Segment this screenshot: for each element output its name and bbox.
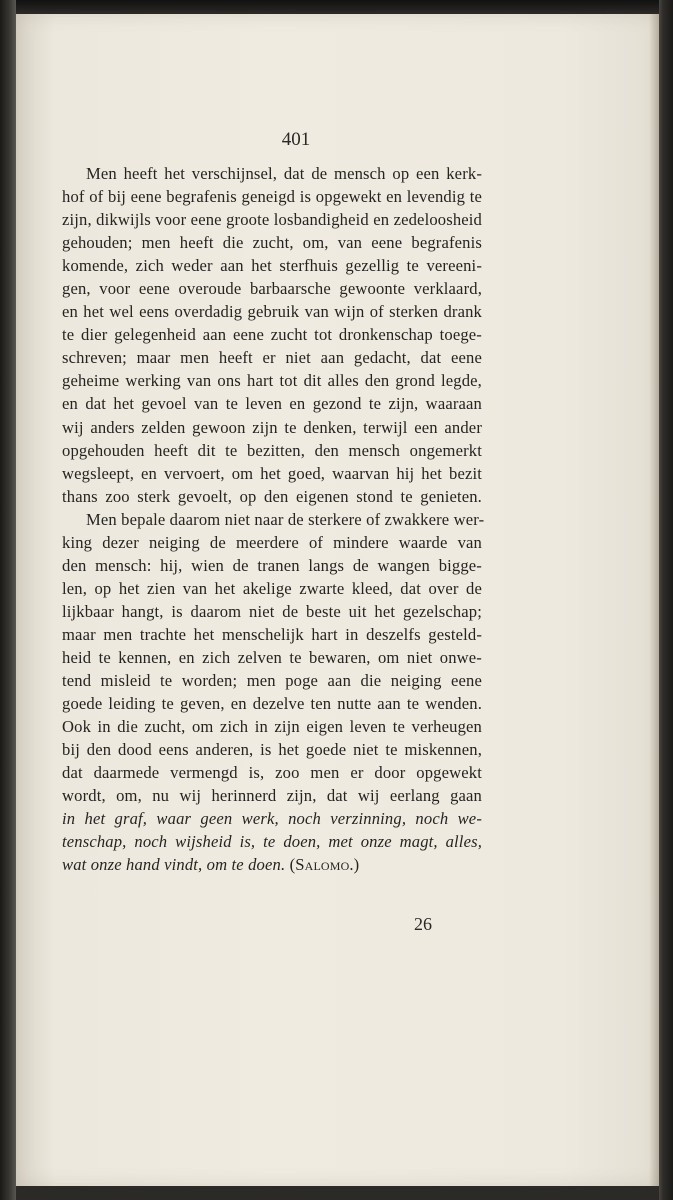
text-line: hof of bij eene begrafenis geneigd is opgewekt en levendig te [62, 187, 482, 207]
text-line: king dezer neiging de meerdere of mindere waarde van [62, 532, 482, 552]
text-line: zijn, dikwijls voor eene groote losbandigheid en zedeloosheid [62, 210, 482, 230]
text-line: heid te kennen, en zich zelven te bewaren, om niet onwe- [62, 647, 482, 667]
text-line: wegsleept, en vervoert, om het goed, waarvan hij het bezit [62, 463, 482, 483]
text-line: gehouden; men heeft die zucht, om, van eene begrafenis [62, 233, 482, 253]
text-line: den mensch: hij, wien de tranen langs de wangen bigge- [62, 555, 482, 575]
text-line: wij anders zelden gewoon zijn te denken, terwijl een ander [62, 417, 482, 437]
page-number: 401 [281, 129, 311, 150]
text-line: schreven; maar men heeft er niet aan gedacht, dat eene [62, 348, 482, 368]
book-page [16, 14, 659, 1186]
scan-border-top [0, 0, 673, 14]
text-line: lijkbaar hangt, is daarom niet de beste uit het gezelschap; [62, 601, 482, 621]
text-line: thans zoo sterk gevoelt, op den eigenen stond te genieten. [62, 486, 482, 506]
text-line: maar men trachte het menschelijk hart in deszelfs gesteld- [62, 624, 482, 644]
text-line: geheime werking van ons hart tot dit alles den grond legde, [62, 371, 482, 391]
text-line [62, 830, 482, 853]
text-line: bij den dood eens anderen, is het goede niet te miskennen, [62, 740, 482, 760]
scan-border-right [659, 0, 673, 1200]
scan-border-left [0, 0, 16, 1200]
text-line: Men heeft het verschijnsel, dat de mensch op een kerk- [86, 164, 482, 183]
text-line: tend misleid te worden; men poge aan die neiging eene [62, 671, 482, 691]
italic-quote: wat onze hand vindt, om te doen. [62, 855, 286, 875]
italic-quote: tenschap, noch wijsheid is, te doen, met onze magt, alles, [62, 832, 482, 852]
text-line: en dat het gevoel van te leven en gezond te zijn, waaraan [62, 394, 482, 414]
text-line: len, op het zien van het akelige zwarte kleed, dat over de [62, 578, 482, 598]
text-line: opgehouden heeft dit te bezitten, den mensch ongemerkt [62, 440, 482, 460]
body-text [62, 162, 485, 876]
text-line: en het wel eens overdadig gebruik van wijn of sterken drank [62, 302, 482, 322]
text-line [62, 853, 482, 876]
text-line: Men bepale daarom niet naar de sterkere of zwakkere wer- [86, 509, 485, 529]
text-line: te dier gelegenheid aan eene zucht tot dronkenschap toege- [62, 325, 482, 345]
text-line: gen, voor eene overoude barbaarsche gewoonte verklaard, [62, 279, 482, 299]
text-line: komende, zich weder aan het sterfhuis gezellig te vereeni- [62, 256, 482, 276]
text-line: Ook in die zucht, om zich in zijn eigen leven te verheugen [62, 717, 482, 737]
text-line: goede leiding te geven, en dezelve ten nutte aan te wenden. [62, 694, 482, 714]
italic-quote: in het graf, waar geen werk, noch verzinning, noch we- [62, 809, 482, 829]
page-edge-shadow [649, 14, 659, 1186]
text-line: dat daarmede vermengd is, zoo men er door opgewekt [62, 763, 482, 783]
text-line [62, 807, 482, 830]
quote-source: (Salomo.) [289, 855, 360, 875]
text-line: wordt, om, nu wij herinnerd zijn, dat wij eerlang gaan [62, 786, 482, 806]
signature-mark: 26 [414, 914, 432, 934]
